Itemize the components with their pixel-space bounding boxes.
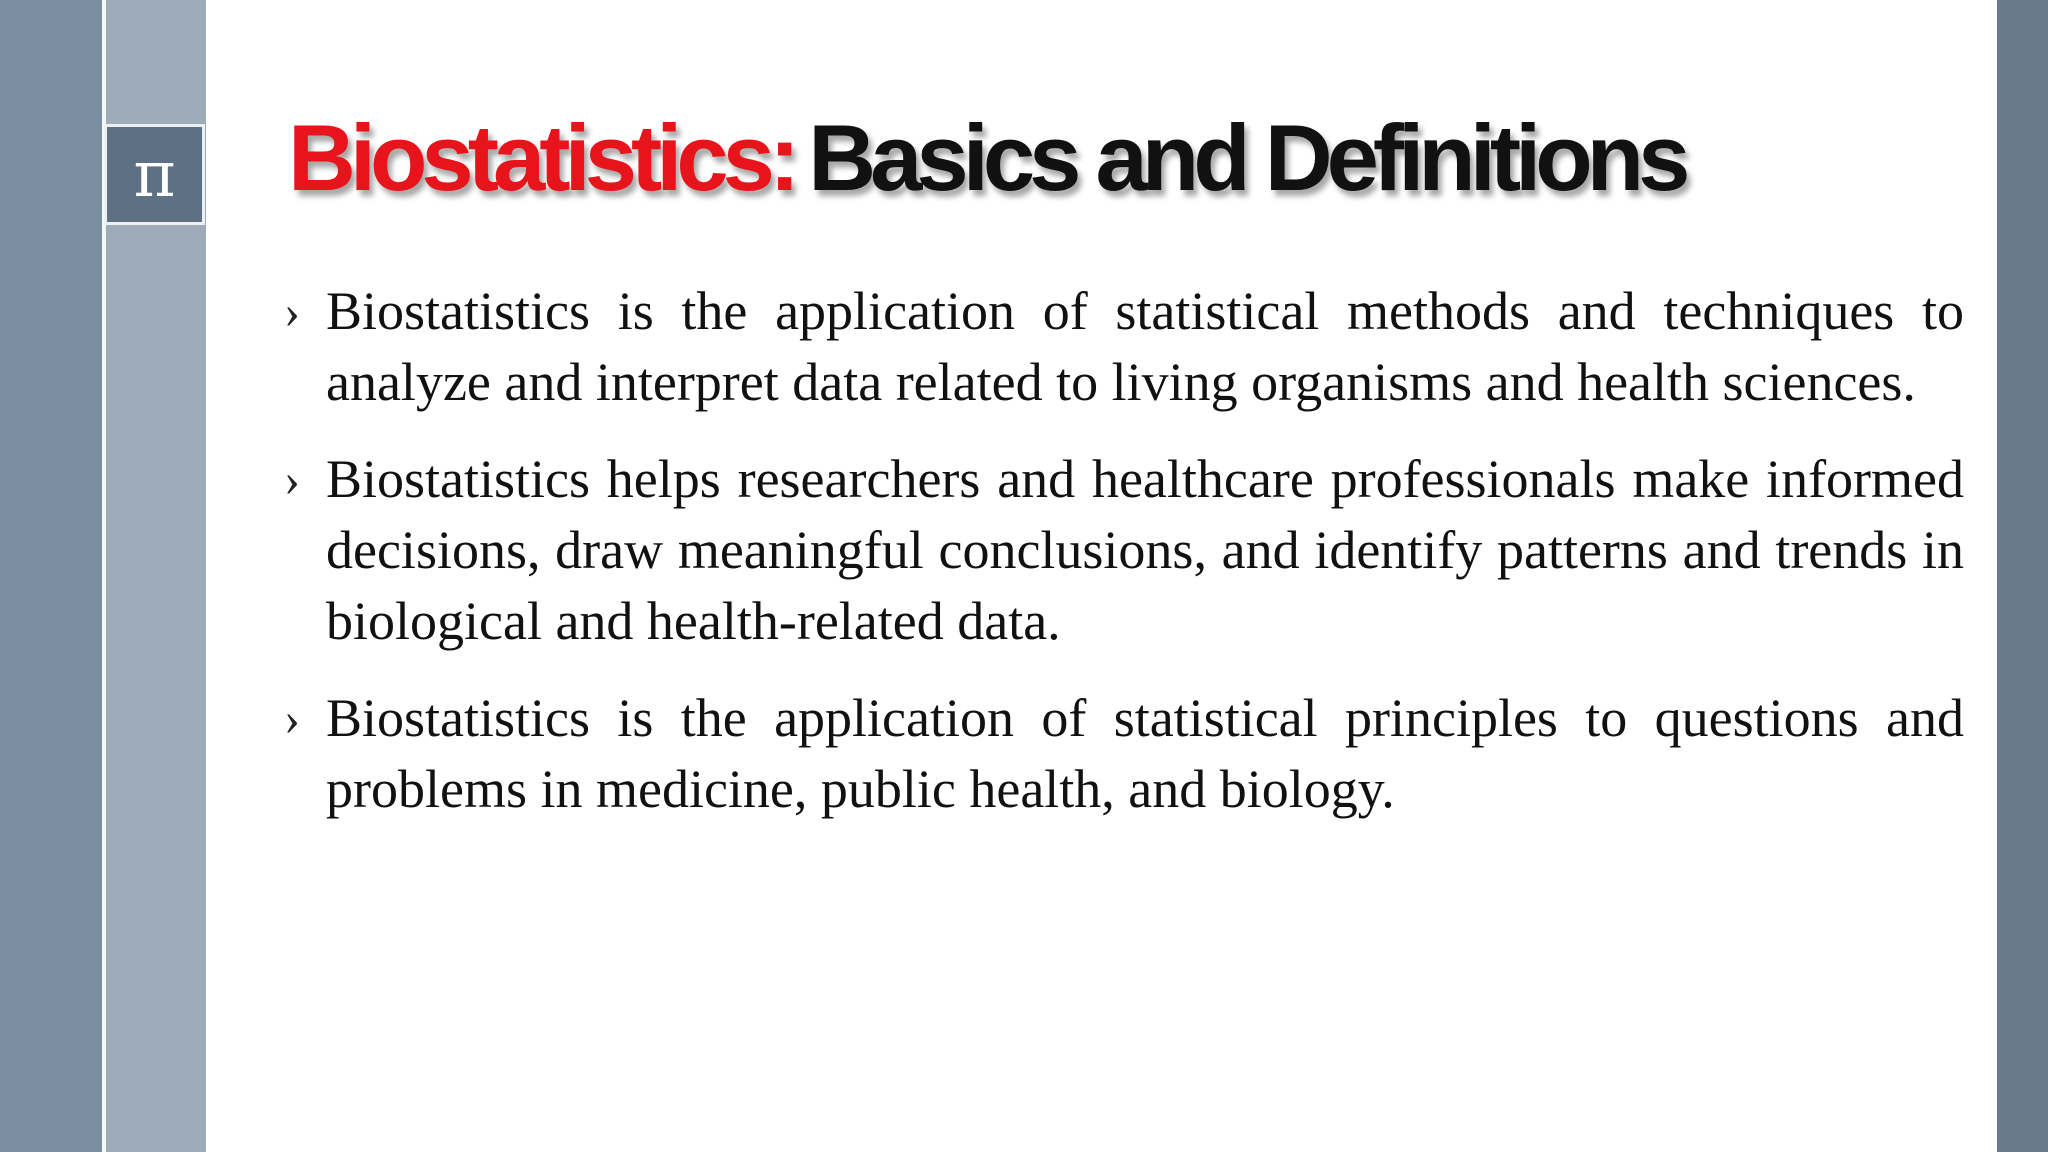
pi-logo-icon (104, 124, 205, 225)
title-rest: Basics and Definitions (808, 105, 1685, 210)
bullet-item (284, 444, 1964, 657)
pi-symbol: π (133, 137, 176, 212)
bullet-list (284, 276, 1964, 851)
bullet-chevron-icon: › (284, 692, 300, 745)
bullet-item (284, 276, 1964, 418)
right-decorative-band (1997, 0, 2048, 1152)
bullet-item (284, 683, 1964, 825)
bullet-chevron-icon: › (284, 285, 300, 338)
bullet-text: Biostatistics is the application of statistical principles to questions and problems in medicine, public health, and biology. (326, 688, 1964, 819)
title-highlight: Biostatistics: (288, 105, 795, 210)
slide-title (288, 104, 1684, 212)
bullet-chevron-icon: › (284, 453, 300, 506)
bullet-text: Biostatistics helps researchers and healthcare professionals make informed decisions, draw meaningful conclusions, and identify patterns and trends in biological and health-related data. (326, 449, 1964, 651)
left-decorative-band-dark (0, 0, 102, 1152)
bullet-text: Biostatistics is the application of statistical methods and techniques to analyze and interpret data related to living organisms and health sciences. (326, 281, 1964, 412)
